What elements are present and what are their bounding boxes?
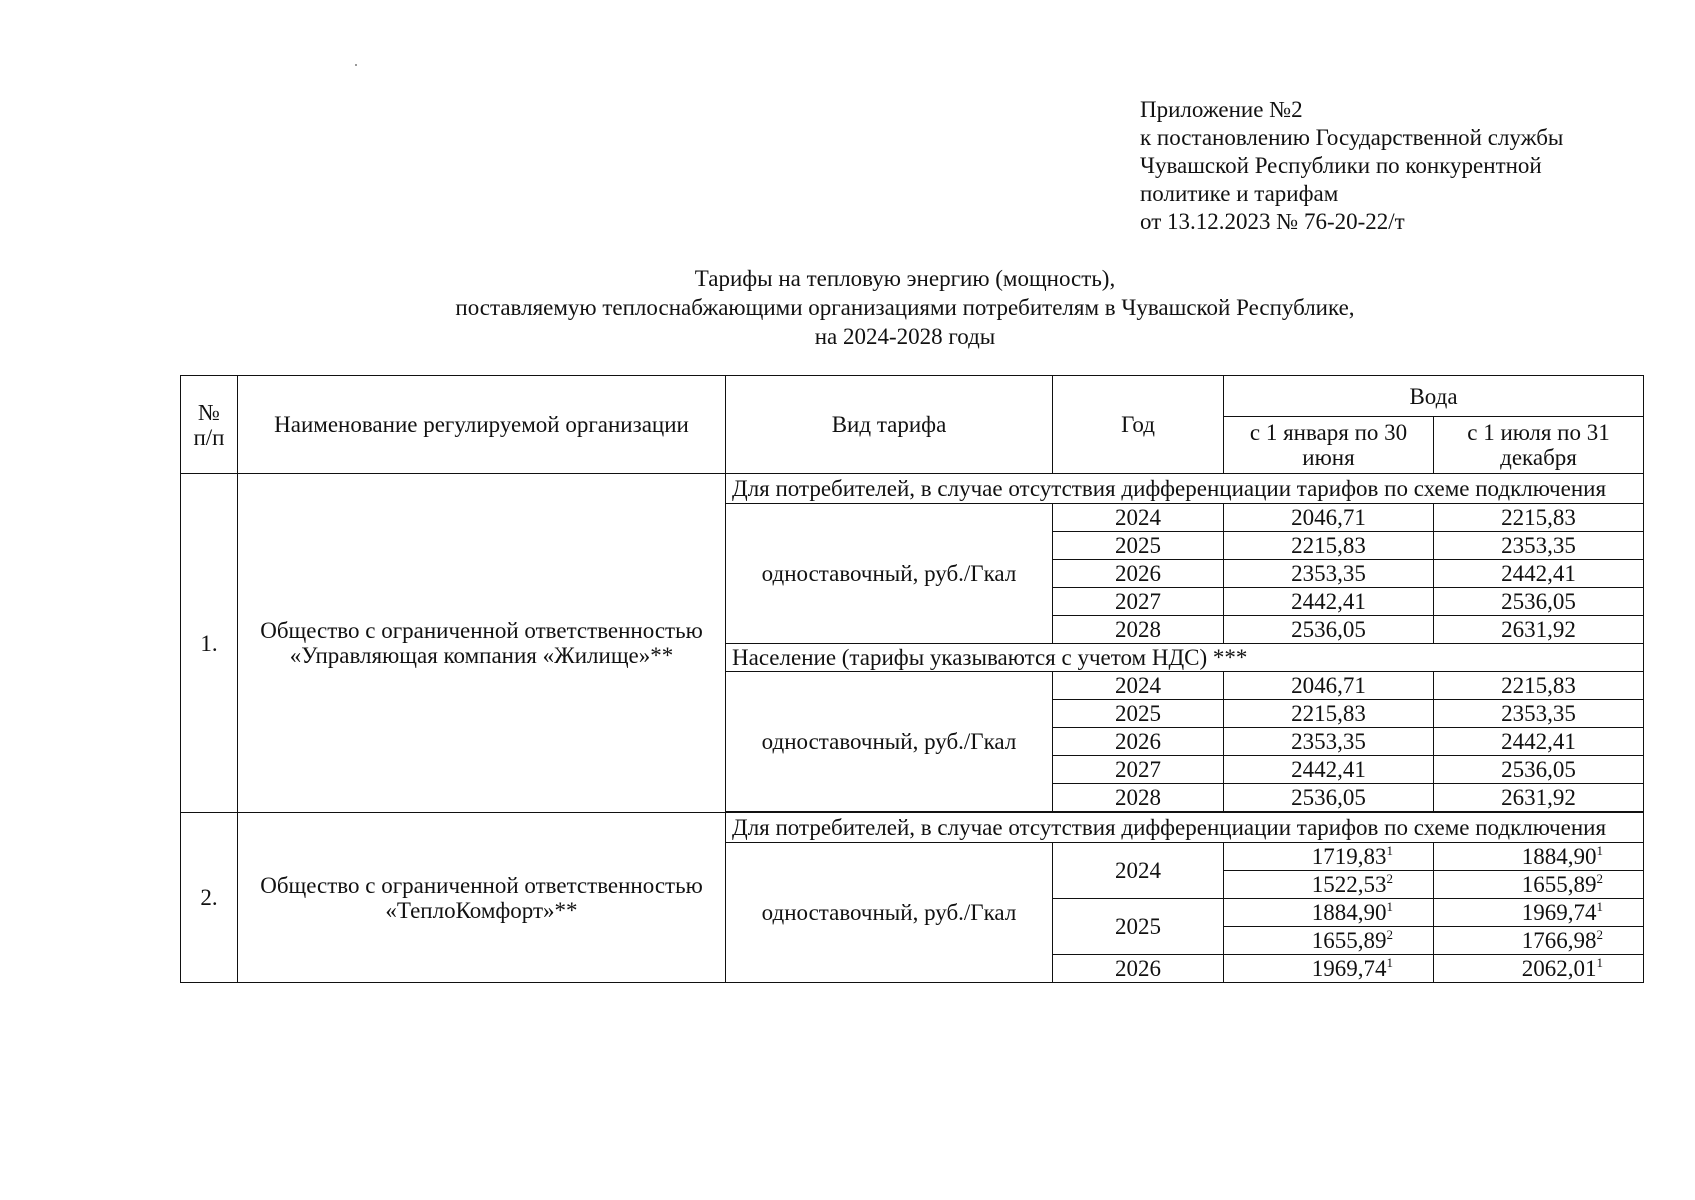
- header-tariff-type: Вид тарифа: [726, 376, 1053, 474]
- tariff-period-1: 2442,41: [1224, 588, 1434, 616]
- appendix-header: [1140, 96, 1563, 236]
- tariff-period-2: 2062,01$^1$: [1434, 955, 1644, 983]
- section-label: Население (тарифы указываются с учетом НДС) ***: [726, 644, 1644, 672]
- tariff-type: одноставочный, руб./Гкал: [726, 843, 1053, 983]
- tariff-period-1: 2215,83: [1224, 700, 1434, 728]
- scan-speck: [355, 64, 357, 66]
- tariff-period-1: 2536,05: [1224, 784, 1434, 812]
- tariff-period-1: 2215,83: [1224, 532, 1434, 560]
- header-period-1: с 1 января по 30 июня: [1224, 417, 1434, 474]
- tariff-period-1: 1884,90$^1$: [1224, 899, 1434, 927]
- header-org: Наименование регулируемой организации: [238, 376, 726, 474]
- tariff-period-2: 2631,92: [1434, 784, 1644, 812]
- header-num: № п/п: [181, 376, 238, 474]
- tariff-period-2: 2536,05: [1434, 756, 1644, 784]
- appendix-line: Приложение №2: [1140, 97, 1303, 122]
- year-cell: 2024: [1053, 843, 1224, 899]
- tariff-period-1: 1719,83$^1$: [1224, 843, 1434, 871]
- tariff-period-1: 2353,35: [1224, 560, 1434, 588]
- tariff-period-2: 1766,98$^2$: [1434, 927, 1644, 955]
- tariff-period-2: 2215,83: [1434, 672, 1644, 700]
- tariff-period-2: 2353,35: [1434, 700, 1644, 728]
- year-cell: 2025: [1053, 899, 1224, 955]
- tariff-table: [180, 375, 1644, 983]
- tariff-period-2: 2631,92: [1434, 616, 1644, 644]
- org-name: Общество с ограниченной ответственностью «ТеплоКомфорт»**: [238, 813, 726, 983]
- tariff-period-2: 2536,05: [1434, 588, 1644, 616]
- document-title: [0, 264, 1695, 351]
- year-cell: 2026: [1053, 955, 1224, 983]
- tariff-period-1: 2536,05: [1224, 616, 1434, 644]
- tariff-period-1: 2046,71: [1224, 672, 1434, 700]
- title-line: поставляемую теплоснабжающими организациями потребителям в Чувашской Республике,: [455, 295, 1355, 320]
- year-cell: 2024: [1053, 504, 1224, 532]
- org-number: 1.: [181, 474, 238, 813]
- tariff-period-2: 1969,74$^1$: [1434, 899, 1644, 927]
- appendix-line: Чувашской Республики по конкурентной: [1140, 153, 1542, 178]
- year-cell: 2027: [1053, 756, 1224, 784]
- appendix-line: от 13.12.2023 № 76-20-22/т: [1140, 209, 1405, 234]
- section-label: Для потребителей, в случае отсутствия дифференциации тарифов по схеме подключения: [726, 813, 1644, 843]
- year-cell: 2025: [1053, 700, 1224, 728]
- tariff-period-1: 1655,89$^2$: [1224, 927, 1434, 955]
- tariff-period-1: 2442,41: [1224, 756, 1434, 784]
- org-name: Общество с ограниченной ответственностью «Управляющая компания «Жилище»**: [238, 474, 726, 813]
- header-year: Год: [1053, 376, 1224, 474]
- year-cell: 2026: [1053, 728, 1224, 756]
- tariff-period-2: 2353,35: [1434, 532, 1644, 560]
- tariff-period-1: 1969,74$^1$: [1224, 955, 1434, 983]
- tariff-type: одноставочный, руб./Гкал: [726, 504, 1053, 644]
- appendix-line: к постановлению Государственной службы: [1140, 125, 1564, 150]
- year-cell: 2028: [1053, 616, 1224, 644]
- year-cell: 2024: [1053, 672, 1224, 700]
- section-label: Для потребителей, в случае отсутствия дифференциации тарифов по схеме подключения: [726, 474, 1644, 504]
- appendix-line: политике и тарифам: [1140, 181, 1339, 206]
- header-water: Вода: [1224, 376, 1644, 417]
- year-cell: 2027: [1053, 588, 1224, 616]
- tariff-period-2: 2442,41: [1434, 560, 1644, 588]
- tariff-period-1: 2046,71: [1224, 504, 1434, 532]
- title-line: на 2024-2028 годы: [814, 324, 996, 349]
- tariff-type: одноставочный, руб./Гкал: [726, 672, 1053, 812]
- tariff-period-1: 1522,53$^2$: [1224, 871, 1434, 899]
- title-line: Тарифы на тепловую энергию (мощность),: [694, 266, 1116, 291]
- tariff-period-2: 1655,89$^2$: [1434, 871, 1644, 899]
- tariff-period-2: 2215,83: [1434, 504, 1644, 532]
- year-cell: 2026: [1053, 560, 1224, 588]
- tariff-period-2: 1884,90$^1$: [1434, 843, 1644, 871]
- tariff-period-1: 2353,35: [1224, 728, 1434, 756]
- header-period-2: с 1 июля по 31 декабря: [1434, 417, 1644, 474]
- year-cell: 2028: [1053, 784, 1224, 812]
- year-cell: 2025: [1053, 532, 1224, 560]
- tariff-period-2: 2442,41: [1434, 728, 1644, 756]
- org-number: 2.: [181, 813, 238, 983]
